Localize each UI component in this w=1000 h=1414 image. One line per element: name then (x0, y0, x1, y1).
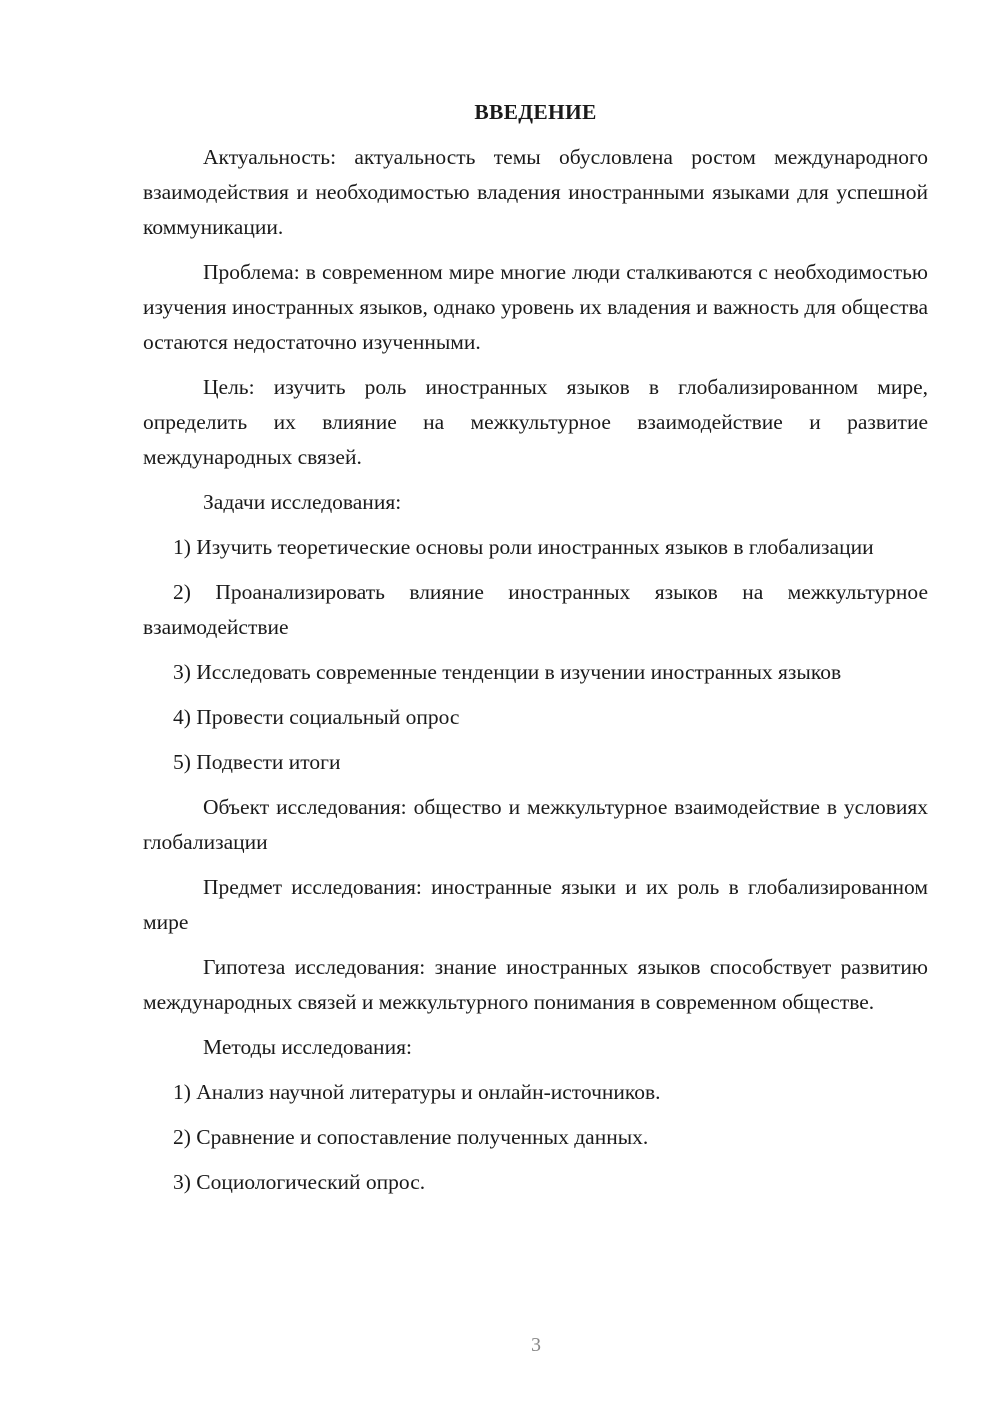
method-item: 1) Анализ научной литературы и онлайн-источников. (173, 1080, 661, 1104)
methods-heading: Методы исследования: (203, 1035, 412, 1059)
goal-paragraph: Цель: изучить роль иностранных языков в глобализированном мире, определить их влияние на межкультурное взаимодействие и развитие международных связей. (143, 375, 928, 469)
object-paragraph: Объект исследования: общество и межкультурное взаимодействие в условиях глобализации (143, 795, 928, 854)
task-item: 5) Подвести итоги (173, 750, 341, 774)
tasks-heading: Задачи исследования: (203, 490, 402, 514)
problem-paragraph: Проблема: в современном мире многие люди сталкиваются с необходимостью изучения иностранных языков, однако уровень их владения и важность для общества остаются недостаточно изученными. (143, 260, 928, 354)
relevance-paragraph: Актуальность: актуальность темы обусловлена ростом международного взаимодействия и необходимостью владения иностранными языками для успешной коммуникации. (143, 145, 928, 239)
task-item: 4) Провести социальный опрос (173, 705, 460, 729)
method-item: 3) Социологический опрос. (173, 1170, 426, 1194)
page-number: 3 (531, 1334, 541, 1356)
page-content (143, 95, 928, 1210)
task-item: 1) Изучить теоретические основы роли иностранных языков в глобализации (173, 535, 874, 559)
task-item: 2) Проанализировать влияние иностранных языков на межкультурное взаимодействие (143, 580, 928, 639)
subject-paragraph: Предмет исследования: иностранные языки и их роль в глобализированном мире (143, 875, 928, 934)
hypothesis-paragraph: Гипотеза исследования: знание иностранных языков способствует развитию международных связей и межкультурного понимания в современном обществе. (143, 955, 928, 1014)
section-title: ВВЕДЕНИЕ (474, 100, 597, 124)
task-item: 3) Исследовать современные тенденции в изучении иностранных языков (173, 660, 842, 684)
method-item: 2) Сравнение и сопоставление полученных данных. (173, 1125, 649, 1149)
